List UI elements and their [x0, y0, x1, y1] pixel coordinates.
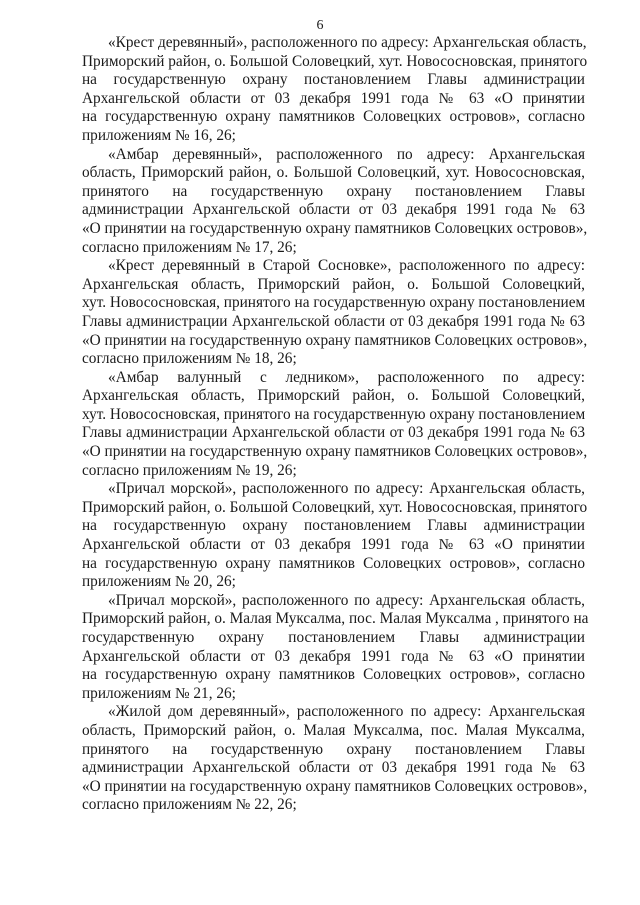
- text-line: на государственную охрану постановлением Главы администрации: [82, 71, 585, 89]
- text-line: «Амбар валунный с ледником», расположенного по адресу:: [108, 368, 585, 386]
- text-line: Архангельской области от 03 декабря 1991 года № 63 «О принятии: [82, 536, 585, 554]
- text-line: администрации Архангельской области от 03 декабря 1991 года № 63: [82, 201, 585, 219]
- document-body: [82, 34, 589, 815]
- text-line: на государственную охрану памятников Соловецких островов», согласно: [82, 666, 585, 684]
- text-line: Приморский район, о. Большой Соловецкий, хут. Новососновская, принятого: [82, 52, 588, 70]
- text-line: Архангельской области от 03 декабря 1991 года № 63 «О принятии: [82, 647, 585, 665]
- text-line: согласно приложениям № 22, 26;: [82, 796, 297, 814]
- text-line: на государственную охрану памятников Соловецких островов», согласно: [82, 554, 585, 572]
- text-line: «Жилой дом деревянный», расположенного по адресу: Архангельская: [108, 703, 585, 721]
- text-line: принятого на государственную охрану постановлением Главы: [82, 740, 585, 758]
- text-line: приложениям № 20, 26;: [82, 573, 236, 591]
- text-line: согласно приложениям № 19, 26;: [82, 461, 297, 479]
- text-line: Главы администрации Архангельской области от 03 декабря 1991 года № 63: [82, 312, 585, 330]
- paragraph-krest-derevyanny: [82, 34, 588, 146]
- text-line: государственную охрану постановлением Главы администрации: [82, 629, 585, 646]
- paragraph-prichal-morskoy-2: [82, 591, 589, 704]
- text-line: Архангельской области от 03 декабря 1991 года № 63 «О принятии: [82, 89, 585, 107]
- text-line: «Крест деревянный в Старой Сосновке», расположенного по адресу:: [108, 257, 585, 275]
- text-line: «Крест деревянный», расположенного по адресу: Архангельская область,: [108, 34, 587, 51]
- text-line: Архангельская область, Приморский район, о. Большой Соловецкий,: [82, 387, 585, 405]
- text-line: «О принятии на государственную охрану памятников Соловецких островов»,: [82, 219, 588, 237]
- text-line: «О принятии на государственную охрану памятников Соловецких островов»,: [82, 443, 588, 461]
- paragraph-ambar-valunny: [82, 368, 588, 481]
- text-line: приложениям № 16, 26;: [82, 126, 236, 144]
- text-line: область, Приморский район, о. Малая Муксалма, пос. Малая Муксалма,: [82, 721, 585, 739]
- paragraph-prichal-morskoy-1: [82, 480, 588, 592]
- paragraph-zhiloy-dom: [82, 703, 588, 815]
- paragraph-krest-staraya-sosnovka: [82, 257, 588, 369]
- paragraph-ambar-derevyanny: [82, 145, 588, 258]
- text-line: область, Приморский район, о. Большой Соловецкий, хут. Новососновская,: [82, 164, 585, 182]
- text-line: приложениям № 21, 26;: [82, 684, 236, 702]
- text-line: Приморский район, о. Большой Соловецкий, хут. Новососновская, принятого: [82, 498, 588, 516]
- text-line: «Амбар деревянный», расположенного по адресу: Архангельская: [108, 145, 585, 163]
- text-line: Главы администрации Архангельской области от 03 декабря 1991 года № 63: [82, 424, 585, 442]
- text-line: «О принятии на государственную охрану памятников Соловецких островов»,: [82, 777, 588, 795]
- text-line: «Причал морской», расположенного по адресу: Архангельская область,: [108, 480, 585, 498]
- page-number: 6: [316, 18, 324, 33]
- text-line: согласно приложениям № 18, 26;: [82, 350, 297, 368]
- text-line: на государственную охрану памятников Соловецких островов», согласно: [82, 108, 585, 126]
- text-line: администрации Архангельской области от 03 декабря 1991 года № 63: [82, 759, 585, 777]
- text-line: Приморский район, о. Малая Муксалма, пос. Малая Муксалма , принятого на: [82, 610, 589, 628]
- text-line: на государственную охрану постановлением Главы администрации: [82, 517, 585, 535]
- text-line: хут. Новососновская, принятого на государственную охрану постановлением: [82, 405, 586, 423]
- text-line: «О принятии на государственную охрану памятников Соловецких островов»,: [82, 331, 588, 349]
- text-line: Архангельская область, Приморский район, о. Большой Соловецкий,: [82, 275, 585, 293]
- text-line: принятого на государственную охрану постановлением Главы: [82, 182, 585, 200]
- text-line: согласно приложениям № 17, 26;: [82, 238, 297, 256]
- text-line: хут. Новососновская, принятого на государственную охрану постановлением: [82, 294, 586, 312]
- text-line: «Причал морской», расположенного по адресу: Архангельская область,: [108, 591, 585, 609]
